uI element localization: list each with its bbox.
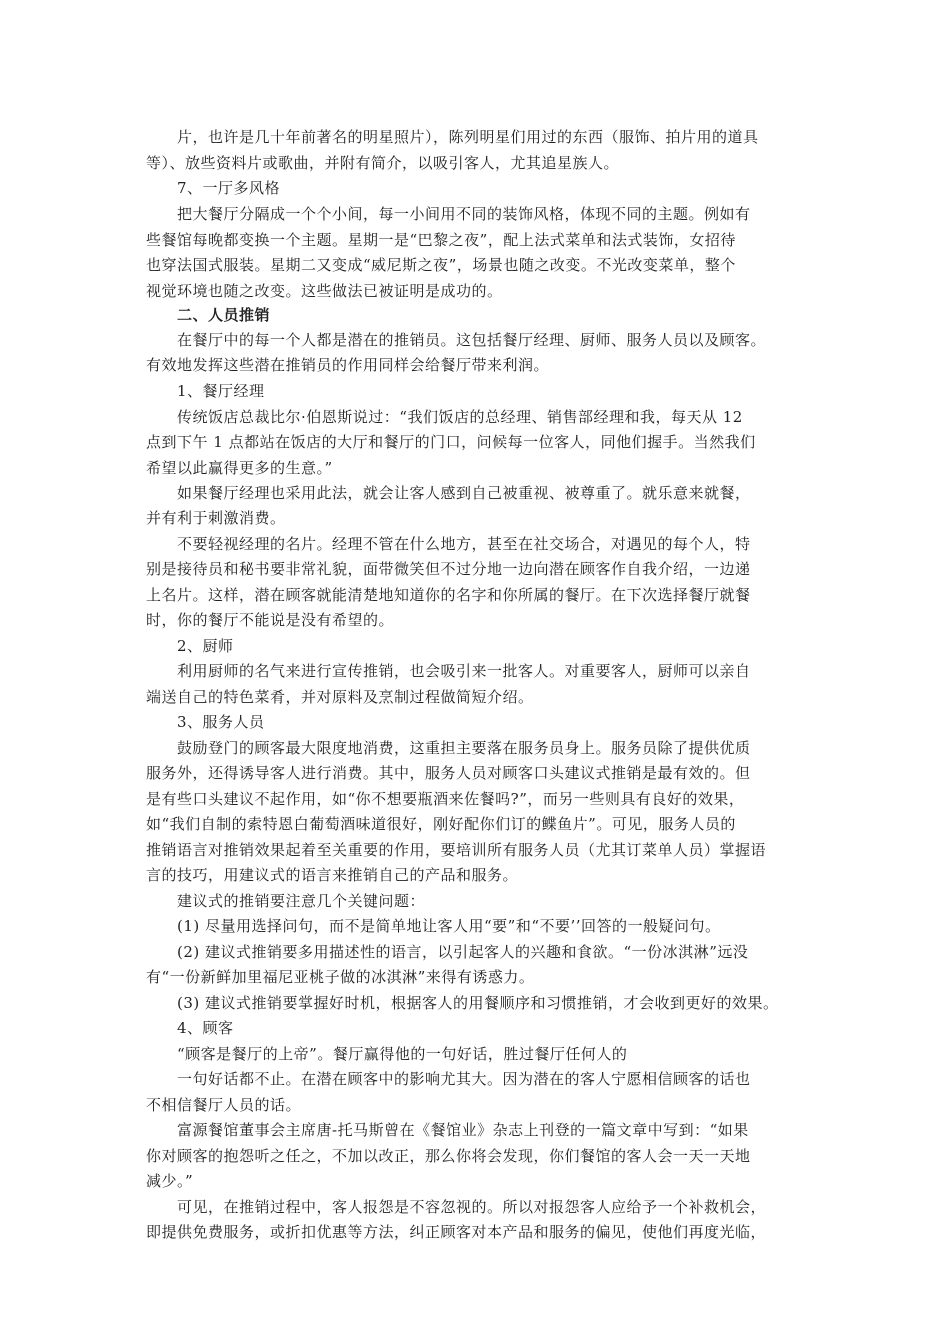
- text-line: 有“一份新鲜加里福尼亚桃子做的冰淇淋”来得有诱惑力。: [146, 968, 535, 986]
- text-line: 是有些口头建议不起作用，如“你不想要瓶酒来佐餐吗?”，而另一些则具有良好的效果，: [146, 790, 745, 808]
- text-line: 点到下午 1 点都站在饭店的大厅和餐厅的门口，问候每一位客人，同他们握手。当然我们: [146, 433, 756, 451]
- text-line: 把大餐厅分隔成一个个小间，每一小间用不同的装饰风格，体现不同的主题。例如有: [177, 205, 751, 223]
- section-heading: 2、厨师: [177, 637, 234, 655]
- text-line: 别是接待员和秘书要非常礼貌，面带微笑但不过分地一边向潜在顾客作自我介绍，一边递: [146, 560, 751, 578]
- text-line: 建议式的推销要注意几个关键问题：: [177, 892, 426, 910]
- text-line: 一句好话都不止。在潜在顾客中的影响尤其大。因为潜在的客人宁愿相信顾客的话也: [177, 1070, 751, 1088]
- text-line: 片，也许是几十年前著名的明星照片），陈列明星们用过的东西（服饰、拍片用的道具: [177, 128, 759, 146]
- list-item: (2) 建议式推销要多用描述性的语言，以引起客人的兴趣和食欲。“一份冰淇淋”远没: [177, 943, 749, 961]
- text-line: 鼓励登门的顾客最大限度地消费，这重担主要落在服务员身上。服务员除了提供优质: [177, 739, 751, 757]
- text-line: 服务外，还得诱导客人进行消费。其中，服务人员对顾客口头建议式推销是最有效的。但: [146, 764, 751, 782]
- list-item: (3) 建议式推销要掌握好时机，根据客人的用餐顺序和习惯推销，才会收到更好的效果。: [177, 994, 779, 1012]
- chapter-heading: 二、人员推销: [177, 306, 271, 324]
- text-line: 不要轻视经理的名片。经理不管在什么地方，甚至在社交场合，对遇见的每个人，特: [177, 535, 751, 553]
- section-heading: 7、一厅多风格: [177, 179, 281, 197]
- text-line: 即提供免费服务，或折扣优惠等方法，纠正顾客对本产品和服务的偏见，使他们再度光临，: [146, 1223, 767, 1241]
- text-line: 希望以此赢得更多的生意。”: [146, 459, 333, 477]
- text-line: 可见，在推销过程中，客人报怨是不容忽视的。所以对报怨客人应给予一个补救机会，: [177, 1198, 767, 1216]
- text-line: 视觉环境也随之改变。这些做法已被证明是成功的。: [146, 282, 503, 300]
- text-line: 并有利于刺激消费。: [146, 509, 286, 527]
- text-line: 上名片。这样，潜在顾客就能清楚地知道你的名字和你所属的餐厅。在下次选择餐厅就餐: [146, 586, 751, 604]
- text-line: 端送自己的特色菜肴，并对原料及烹制过程做简短介绍。: [146, 688, 534, 706]
- text-line: 等）、放些资料片或歌曲，并附有简介，以吸引客人，尤其追星族人。: [146, 154, 620, 172]
- text-line: 减少。”: [146, 1172, 194, 1190]
- text-line: 推销语言对推销效果起着至关重要的作用，要培训所有服务人员（尤其订菜单人员）掌握语: [146, 841, 767, 859]
- text-line: 有效地发挥这些潜在推销员的作用同样会给餐厅带来利润。: [146, 356, 550, 374]
- section-heading: 1、餐厅经理: [177, 382, 265, 400]
- text-line: 不相信餐厅人员的话。: [146, 1096, 302, 1114]
- section-heading: 4、顾客: [177, 1019, 234, 1037]
- text-line: 时，你的餐厅不能说是没有希望的。: [146, 611, 395, 629]
- text-line: 传统饭店总裁比尔·伯恩斯说过：“我们饭店的总经理、销售部经理和我，每天从 12: [177, 408, 743, 426]
- text-line: 些餐馆每晚都变换一个主题。星期一是“巴黎之夜”，配上法式菜单和法式装饰，女招待: [146, 231, 736, 249]
- text-line: 在餐厅中的每一个人都是潜在的推销员。这包括餐厅经理、厨师、服务人员以及顾客。: [177, 331, 767, 349]
- text-line: 利用厨师的名气来进行宣传推销，也会吸引来一批客人。对重要客人，厨师可以亲自: [177, 662, 751, 680]
- section-heading: 3、服务人员: [177, 713, 265, 731]
- text-line: 言的技巧，用建议式的语言来推销自己的产品和服务。: [146, 866, 519, 884]
- text-line: 如果餐厅经理也采用此法，就会让客人感到自己被重视、被尊重了。就乐意来就餐，: [177, 484, 751, 502]
- list-item: (1) 尽量用选择问句，而不是简单地让客人用“要”和“不要’’回答的一般疑问句。: [177, 917, 721, 935]
- text-line: 你对顾客的抱怨听之任之，不加以改正，那么你将会发现，你们餐馆的客人会一天一天地: [146, 1147, 751, 1165]
- text-line: 如“我们自制的索特恩白葡萄酒味道很好，刚好配你们订的鲽鱼片”。可见，服务人员的: [146, 815, 736, 833]
- text-line: “顾客是餐厅的上帝”。餐厅赢得他的一句好话，胜过餐厅任何人的: [177, 1045, 628, 1063]
- text-line: 也穿法国式服装。星期二又变成“威尼斯之夜”，场景也随之改变。不光改变菜单，整个: [146, 256, 736, 274]
- text-line: 富源餐馆董事会主席唐-托马斯曾在《餐馆业》杂志上刊登的一篇文章中写到：“如果: [177, 1121, 749, 1139]
